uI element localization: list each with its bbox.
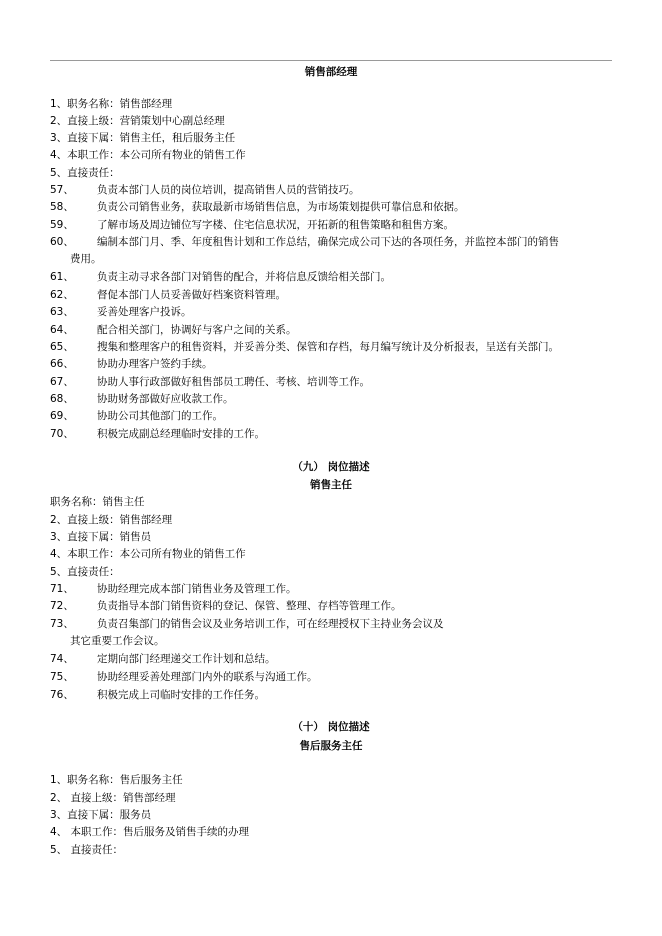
duty-number: 69、 <box>50 410 74 422</box>
duty-number: 76、 <box>50 689 74 701</box>
duty-number: 61、 <box>50 271 74 283</box>
section3-heading: （十） 岗位描述 <box>292 721 370 733</box>
duty-text: 督促本部门人员妥善做好档案资料管理。 <box>97 289 286 301</box>
duty-number: 63、 <box>50 306 74 318</box>
duty-number: 70、 <box>50 428 74 440</box>
duty-number: 59、 <box>50 219 74 231</box>
duty-text: 了解市场及周边铺位写字楼、住宅信息状况，开拓新的租售策略和租售方案。 <box>97 219 454 231</box>
section1-item: 1、职务名称：销售部经理 <box>50 98 173 110</box>
section2-title: 销售主任 <box>310 479 352 491</box>
duty-text: 积极完成上司临时安排的工作任务。 <box>97 689 265 701</box>
section3-item: 5、 直接责任： <box>50 844 124 856</box>
section1-item: 2、直接上级：营销策划中心副总经理 <box>50 115 225 127</box>
section2-item: 5、直接责任： <box>50 566 120 578</box>
section2-heading: （九） 岗位描述 <box>292 461 370 473</box>
duty-number: 66、 <box>50 358 74 370</box>
duty-text: 负责公司销售业务，获取最新市场销售信息，为市场策划提供可靠信息和依据。 <box>97 201 465 213</box>
section1-title: 销售部经理 <box>304 66 358 78</box>
duty-text: 协助经理妥善处理部门内外的联系与沟通工作。 <box>97 671 318 683</box>
section2-item: 2、直接上级：销售部经理 <box>50 514 173 526</box>
duty-text: 配合相关部门，协调好与客户之间的关系。 <box>97 324 297 336</box>
duty-text: 协助办理客户签约手续。 <box>97 358 213 370</box>
section1-item: 3、直接下属：销售主任，租后服务主任 <box>50 132 236 144</box>
section3-item: 4、 本职工作：售后服务及销售手续的办理 <box>50 826 250 838</box>
duty-text: 协助经理完成本部门销售业务及管理工作。 <box>97 583 297 595</box>
duty-text: 负责主动寻求各部门对销售的配合，并将信息反馈给相关部门。 <box>97 271 391 283</box>
duty-number: 73、 <box>50 618 74 630</box>
duty-number: 72、 <box>50 600 74 612</box>
section2-item: 4、本职工作：本公司所有物业的销售工作 <box>50 548 246 560</box>
duty-text: 定期向部门经理递交工作计划和总结。 <box>97 653 276 665</box>
duty-number: 71、 <box>50 583 74 595</box>
duty-text: 协助财务部做好应收款工作。 <box>97 393 234 405</box>
duty-number: 58、 <box>50 201 74 213</box>
duty-text: 协助公司其他部门的工作。 <box>97 410 223 422</box>
duty-number: 60、 <box>50 236 74 248</box>
duty-number: 57、 <box>50 184 74 196</box>
section1-item: 5、直接责任： <box>50 167 120 179</box>
duty-text: 搜集和整理客户的租售资料，并妥善分类、保管和存档，每月编写统计及分析报表，呈送有关部门。 <box>97 341 559 353</box>
section3-item: 3、直接下属：服务员 <box>50 809 152 821</box>
duty-text: 编制本部门月、季、年度租售计划和工作总结，确保完成公司下达的各项任务，并监控本部门的销售 <box>97 236 559 248</box>
section3-item: 2、 直接上级：销售部经理 <box>50 792 176 804</box>
duty-text-continuation: 其它重要工作会议。 <box>70 635 165 647</box>
section2-item: 职务名称：销售主任 <box>50 496 145 508</box>
duty-number: 65、 <box>50 341 74 353</box>
section3-title: 售后服务主任 <box>299 740 363 752</box>
duty-text: 妥善处理客户投诉。 <box>97 306 192 318</box>
duty-text: 负责召集部门的销售会议及业务培训工作，可在经理授权下主持业务会议及 <box>97 618 444 630</box>
duty-number: 64、 <box>50 324 74 336</box>
header-rule <box>50 60 612 61</box>
duty-number: 62、 <box>50 289 74 301</box>
duty-number: 74、 <box>50 653 74 665</box>
duty-text: 协助人事行政部做好租售部员工聘任、考核、培训等工作。 <box>97 376 370 388</box>
section1-item: 4、本职工作：本公司所有物业的销售工作 <box>50 149 246 161</box>
section2-item: 3、直接下属：销售员 <box>50 531 152 543</box>
duty-text: 负责指导本部门销售资料的登记、保管、整理、存档等管理工作。 <box>97 600 402 612</box>
section3-item: 1、职务名称：售后服务主任 <box>50 774 183 786</box>
duty-number: 68、 <box>50 393 74 405</box>
duty-number: 67、 <box>50 376 74 388</box>
duty-text: 积极完成副总经理临时安排的工作。 <box>97 428 265 440</box>
duty-text-continuation: 费用。 <box>70 253 102 265</box>
duty-number: 75、 <box>50 671 74 683</box>
duty-text: 负责本部门人员的岗位培训，提高销售人员的营销技巧。 <box>97 184 360 196</box>
